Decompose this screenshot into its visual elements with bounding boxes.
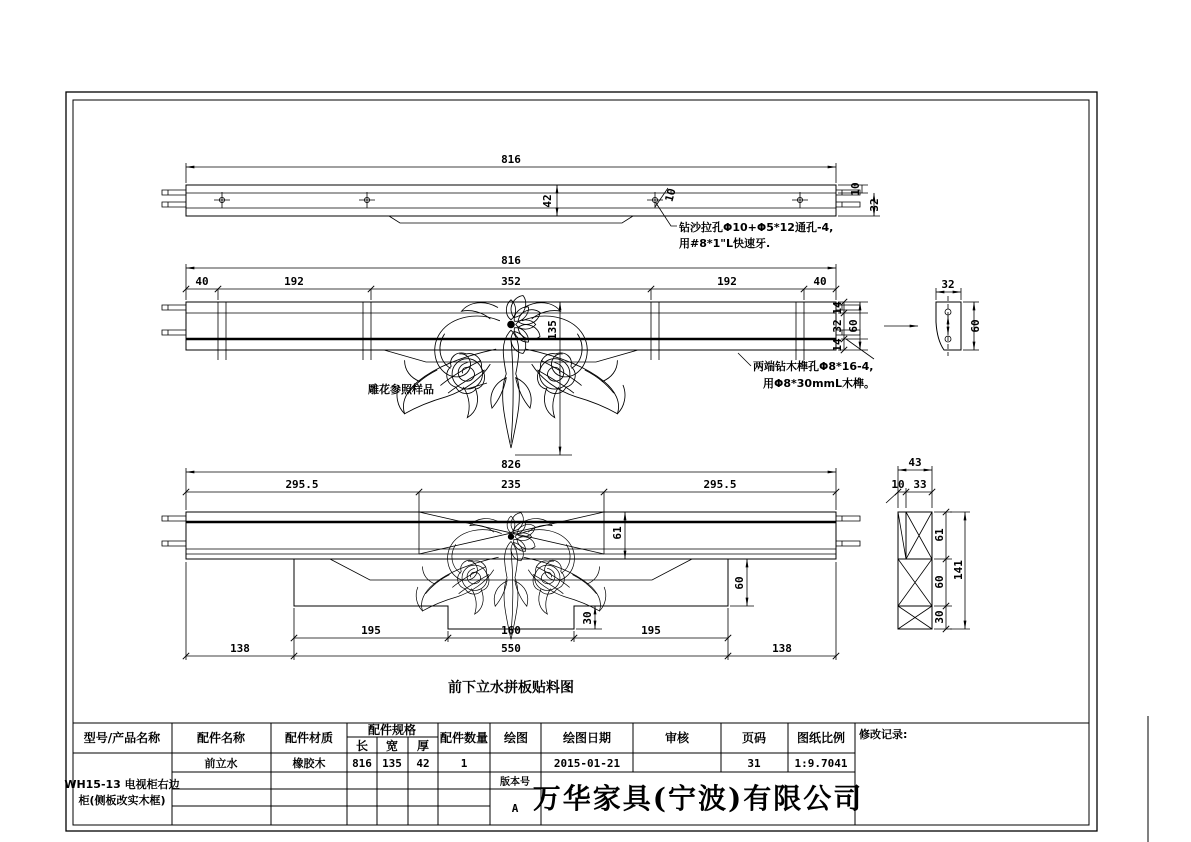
- dim-bottom-195b: 195: [641, 624, 661, 637]
- value-qty: 1: [460, 757, 468, 770]
- dim-bottom-138r: 138: [772, 642, 792, 655]
- col-thk: 厚: [416, 739, 430, 753]
- value-width: 135: [382, 757, 402, 770]
- dim-bottom-295a: 295.5: [285, 478, 319, 491]
- dim-front-32: 32: [831, 319, 844, 333]
- dim-rsec-30: 30: [933, 610, 946, 624]
- view-caption: 前下立水拼板贴料图: [448, 680, 574, 696]
- dim-bottom-550: 550: [501, 642, 521, 655]
- col-wid: 宽: [385, 739, 399, 753]
- dim-rsec-10: 10: [891, 478, 905, 491]
- dim-rsec-33: 33: [913, 478, 927, 491]
- dim-bottom-295b: 295.5: [703, 478, 737, 491]
- version-value: A: [511, 802, 519, 815]
- col-scale: 图纸比例: [796, 731, 846, 745]
- col-model: 型号/产品名称: [83, 731, 161, 745]
- dim-front-352: 352: [501, 275, 521, 288]
- dim-bottom-160: 160: [501, 624, 521, 637]
- drill-note-line2: 用#8*1"L快速牙.: [679, 237, 771, 250]
- value-page: 31: [747, 757, 761, 770]
- front-view: [162, 254, 875, 455]
- dim-front-14a: 14: [831, 301, 844, 315]
- dim-front-60: 60: [847, 319, 860, 333]
- dim-top-total: 816: [501, 153, 521, 166]
- dim-rsec-43: 43: [908, 456, 922, 469]
- value-length: 816: [352, 757, 372, 770]
- dim-bottom-30: 30: [581, 611, 594, 625]
- col-len: 长: [355, 739, 369, 753]
- bottom-view: [162, 458, 860, 696]
- dim-front-40a: 40: [195, 275, 209, 288]
- col-page: 页码: [741, 731, 767, 745]
- col-spec: 配件规格: [367, 723, 417, 737]
- col-material: 配件材质: [284, 731, 334, 745]
- dim-bottom-61: 61: [611, 526, 624, 540]
- dowel-note-line2: 用Φ8*30mmL木榫。: [763, 377, 875, 390]
- drill-note-line1: 钻沙拉孔Φ10+Φ5*12通孔-4,: [679, 221, 834, 234]
- value-draw-date: 2015-01-21: [553, 757, 621, 770]
- dim-rsec-61: 61: [933, 528, 946, 542]
- dim-bottom-138l: 138: [230, 642, 250, 655]
- dim-front-135: 135: [546, 320, 559, 340]
- top-view: [162, 153, 881, 250]
- revision-label: 修改记录:: [859, 728, 908, 741]
- dim-rsec-141: 141: [952, 560, 965, 580]
- dim-rsec-60: 60: [933, 575, 946, 589]
- company-name: 万华家具(宁波)有限公司: [532, 782, 864, 815]
- section-detail-right: [886, 456, 970, 632]
- model-name-line2: 柜(侧板改实木框): [78, 794, 166, 807]
- value-material: 橡胶木: [292, 757, 326, 770]
- col-part-name: 配件名称: [196, 731, 246, 745]
- col-draw: 绘图: [503, 731, 529, 745]
- version-label: 版本号: [500, 777, 530, 788]
- col-draw-date: 绘图日期: [562, 731, 612, 745]
- dim-top-edge10: 10: [849, 182, 862, 196]
- dim-front-40b: 40: [813, 275, 827, 288]
- dim-front-total: 816: [501, 254, 521, 267]
- dim-top-hole10: 10: [662, 187, 679, 204]
- dim-bottom-235: 235: [501, 478, 521, 491]
- dim-front-192a: 192: [284, 275, 304, 288]
- dim-midsec-32: 32: [941, 278, 955, 291]
- carve-note: 雕花参照样品: [368, 383, 434, 396]
- value-thickness: 42: [416, 757, 430, 770]
- dim-front-14b: 14: [831, 338, 844, 352]
- dim-top-edge32: 32: [868, 198, 881, 212]
- model-name-line1: WH15-13 电视柜右边: [64, 778, 180, 791]
- border-frame: [66, 92, 1148, 842]
- dim-bottom-195a: 195: [361, 624, 381, 637]
- dim-top-thickness: 42: [541, 194, 554, 208]
- col-audit: 审核: [664, 731, 690, 745]
- dim-front-192b: 192: [717, 275, 737, 288]
- dowel-note-line1: 两端钻木榫孔Φ8*16-4,: [753, 360, 874, 373]
- value-scale: 1:9.7041: [794, 757, 848, 770]
- dim-bottom-total: 826: [501, 458, 521, 471]
- dim-midsec-60: 60: [969, 319, 982, 333]
- section-detail-mid: [884, 278, 982, 356]
- col-qty: 配件数量: [439, 731, 489, 745]
- value-part-name: 前立水: [204, 757, 238, 770]
- dim-bottom-60: 60: [733, 576, 746, 590]
- title-block: [64, 722, 1089, 825]
